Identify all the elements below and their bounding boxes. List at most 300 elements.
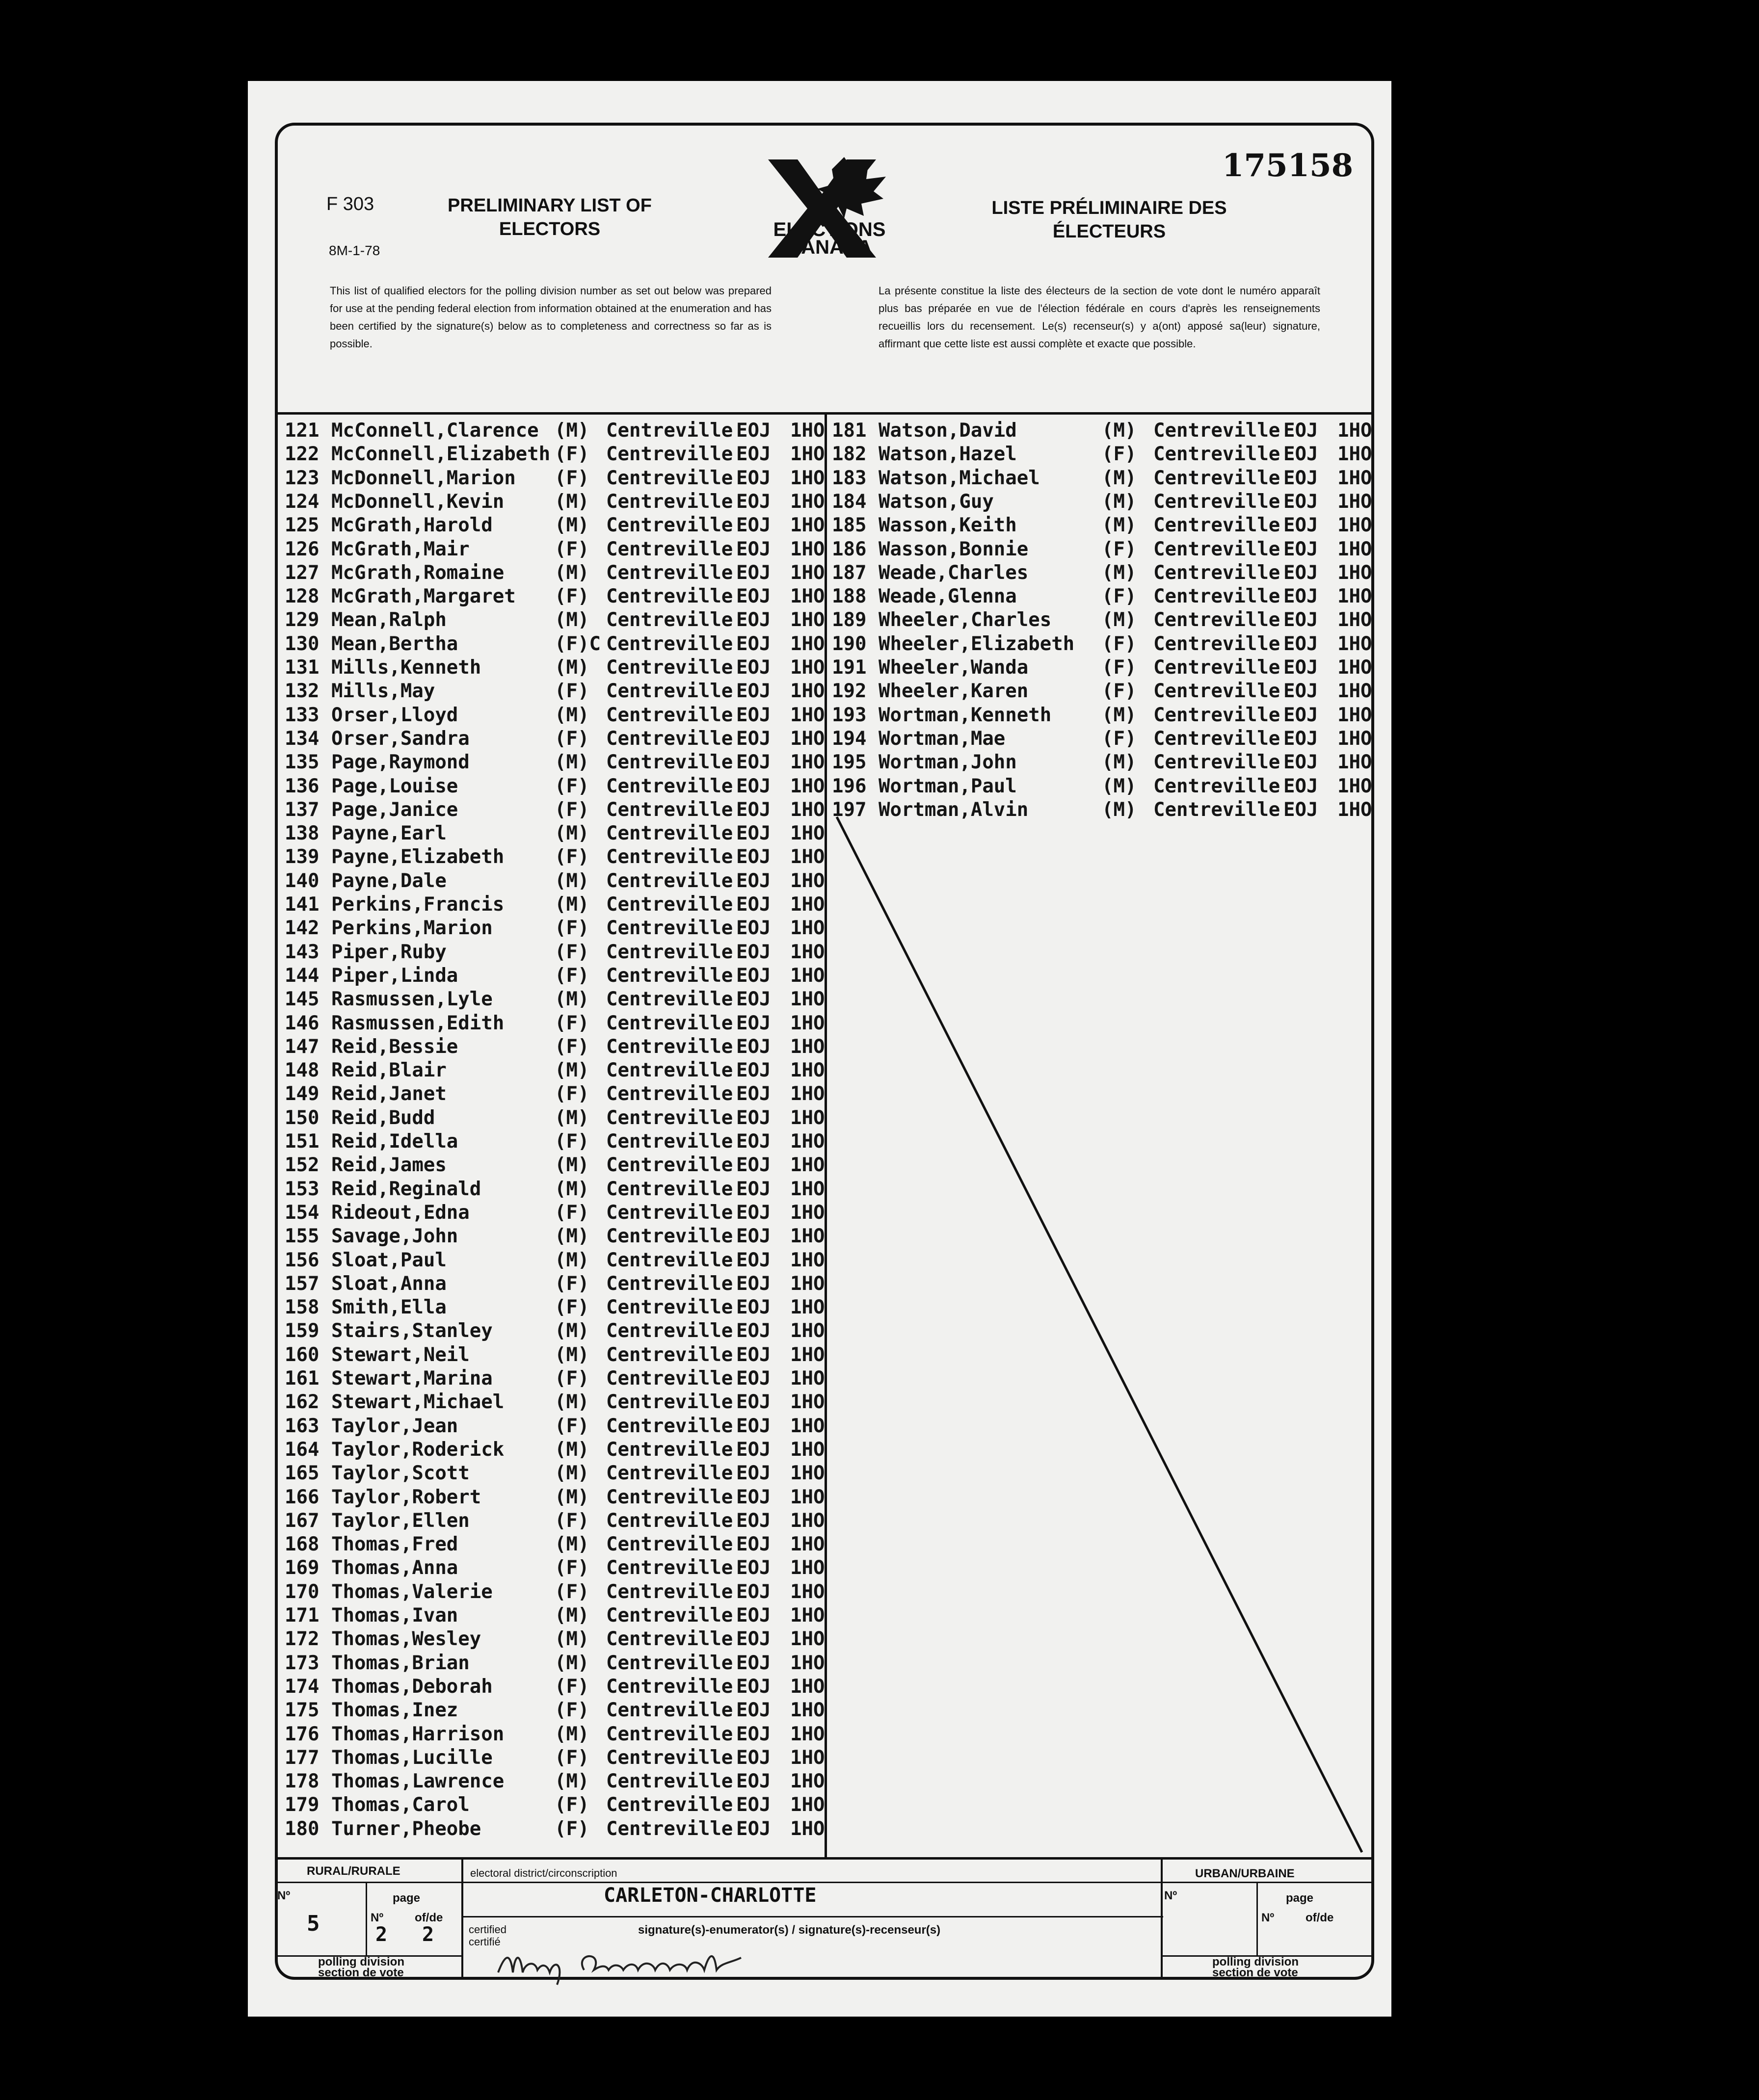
postal-code-1: EOJ xyxy=(736,1675,771,1698)
postal-code-1: EOJ xyxy=(736,1059,771,1082)
postal-code-2: 1HO xyxy=(1337,609,1372,631)
elector-sex: (M) xyxy=(555,1391,589,1414)
elector-sex: (F) xyxy=(555,1699,589,1722)
elector-town: Centreville xyxy=(606,1035,733,1058)
elector-number: 187 xyxy=(832,561,867,584)
elector-sex: (F) xyxy=(555,727,589,750)
elector-name: Reid,Bessie xyxy=(331,1035,458,1058)
elector-number: 157 xyxy=(285,1272,320,1295)
postal-code-2: 1HO xyxy=(790,1794,825,1816)
elector-name: Taylor,Robert xyxy=(331,1486,481,1508)
postal-code-2: 1HO xyxy=(790,1367,825,1390)
elector-name: Sloat,Anna xyxy=(331,1272,447,1295)
postal-code-2: 1HO xyxy=(1337,680,1372,703)
elector-sex: (M) xyxy=(555,1154,589,1177)
elector-name: McConnell,Clarence xyxy=(331,420,539,442)
elector-name: Reid,James xyxy=(331,1154,447,1177)
elector-town: Centreville xyxy=(606,1462,733,1485)
elector-sex: (M) xyxy=(555,1628,589,1651)
postal-code-2: 1HO xyxy=(790,1083,825,1105)
elector-town: Centreville xyxy=(606,1154,733,1177)
enumerator-signature xyxy=(496,1943,771,1987)
elector-name: Turner,Pheobe xyxy=(331,1817,481,1840)
footer-inner-line-2 xyxy=(461,1916,1163,1917)
elector-town: Centreville xyxy=(1153,561,1280,584)
elector-name: Smith,Ella xyxy=(331,1296,447,1319)
elector-sex: (F) xyxy=(555,1296,589,1319)
elector-number: 138 xyxy=(285,822,320,845)
elector-town: Centreville xyxy=(606,1083,733,1105)
elector-sex: (F) xyxy=(555,680,589,703)
urban-label: URBAN/URBAINE xyxy=(1195,1867,1295,1880)
footer-vline-rural-page xyxy=(366,1882,367,1955)
electors-right-column xyxy=(832,420,1372,861)
postal-code-1: EOJ xyxy=(736,585,771,608)
elector-name: Watson,David xyxy=(879,420,1017,442)
elector-sex: (F) xyxy=(555,1367,589,1390)
elector-sex: (F) xyxy=(555,1130,589,1153)
elector-name: Wortman,Alvin xyxy=(879,798,1029,821)
page-number: 2 xyxy=(375,1923,388,1946)
postal-code-1: EOJ xyxy=(736,514,771,537)
elector-sex: (M) xyxy=(1102,798,1137,821)
elector-town: Centreville xyxy=(606,1533,733,1556)
elector-name: Wasson,Keith xyxy=(879,514,1017,537)
postal-code-1: EOJ xyxy=(1283,585,1318,608)
elector-number: 159 xyxy=(285,1320,320,1342)
urban-page-no-label: Nº xyxy=(1261,1911,1275,1924)
form-date: 8M-1-78 xyxy=(329,243,380,258)
postal-code-1: EOJ xyxy=(736,1391,771,1414)
postal-code-2: 1HO xyxy=(790,1059,825,1082)
elector-town: Centreville xyxy=(606,1486,733,1508)
elector-town: Centreville xyxy=(606,467,733,489)
rural-page-of-label: of/de xyxy=(415,1911,443,1924)
postal-code-1: EOJ xyxy=(736,988,771,1011)
elector-sex: (F) xyxy=(555,538,589,560)
elector-number: 163 xyxy=(285,1415,320,1437)
elector-number: 128 xyxy=(285,585,320,608)
elector-sex: (M) xyxy=(1102,490,1137,513)
elector-name: McGrath,Harold xyxy=(331,514,493,537)
elector-town: Centreville xyxy=(1153,704,1280,726)
elector-town: Centreville xyxy=(606,1178,733,1200)
elector-name: Reid,Budd xyxy=(331,1106,435,1129)
intro-french: La présente constitue la liste des électeurs de la section de vote dont le numéro apparaît plus bas préparée en vue de l'élection fédérale en cours d'après les renseignements recueillis lors du recensement. Le(s) recenseur(s) y a(ont) apposé sa(leur) signature, affirmant que cette liste est aussi complète et exacte que possible. xyxy=(879,285,1320,350)
urban-page-of-label: of/de xyxy=(1306,1911,1334,1924)
postal-code-1: EOJ xyxy=(736,490,771,513)
elector-number: 179 xyxy=(285,1794,320,1816)
elector-number: 150 xyxy=(285,1106,320,1129)
postal-code-2: 1HO xyxy=(1337,443,1372,466)
postal-code-2: 1HO xyxy=(790,775,825,797)
postal-code-2: 1HO xyxy=(790,751,825,774)
elector-name: Reid,Reginald xyxy=(331,1178,481,1200)
elector-number: 140 xyxy=(285,869,320,892)
elector-name: Thomas,Brian xyxy=(331,1652,470,1674)
elector-sex: (F) xyxy=(555,1675,589,1698)
elector-sex: (M) xyxy=(555,822,589,845)
elector-sex: (F) xyxy=(1102,585,1137,608)
postal-code-1: EOJ xyxy=(736,632,771,655)
elector-name: McDonnell,Marion xyxy=(331,467,516,489)
elector-number: 125 xyxy=(285,514,320,537)
elector-town: Centreville xyxy=(606,917,733,940)
elector-town: Centreville xyxy=(1153,680,1280,703)
postal-code-2: 1HO xyxy=(790,1320,825,1342)
elector-number: 177 xyxy=(285,1746,320,1769)
elector-name: Piper,Linda xyxy=(331,964,458,987)
elector-number: 172 xyxy=(285,1628,320,1651)
rural-no-label: Nº xyxy=(277,1889,291,1902)
postal-code-2: 1HO xyxy=(1337,775,1372,797)
postal-code-1: EOJ xyxy=(736,1367,771,1390)
elector-town: Centreville xyxy=(606,514,733,537)
elector-town: Centreville xyxy=(606,1249,733,1271)
postal-code-1: EOJ xyxy=(736,1699,771,1722)
urban-page-label: page xyxy=(1286,1891,1314,1905)
elector-name: Reid,Blair xyxy=(331,1059,447,1082)
postal-code-1: EOJ xyxy=(736,1272,771,1295)
urban-no-label: Nº xyxy=(1164,1889,1177,1902)
elector-number: 162 xyxy=(285,1391,320,1414)
elector-town: Centreville xyxy=(1153,490,1280,513)
elector-name: Wheeler,Elizabeth xyxy=(879,632,1075,655)
postal-code-1: EOJ xyxy=(736,1438,771,1461)
postal-code-1: EOJ xyxy=(736,420,771,442)
elector-sex: (F) xyxy=(555,1272,589,1295)
elector-number: 133 xyxy=(285,704,320,726)
postal-code-2: 1HO xyxy=(790,1580,825,1603)
logo-text-line-1: ELECTIONS xyxy=(773,219,886,240)
elector-sex: (M) xyxy=(1102,420,1137,442)
elector-town: Centreville xyxy=(606,727,733,750)
elector-town: Centreville xyxy=(1153,420,1280,442)
elector-name: Thomas,Valerie xyxy=(331,1580,493,1603)
diagonal-strike-line xyxy=(834,814,1364,1855)
elector-sex: (M) xyxy=(555,1320,589,1342)
elector-sex: (F) xyxy=(555,964,589,987)
elector-sex: (F) xyxy=(555,1557,589,1579)
elector-name: Piper,Ruby xyxy=(331,941,447,963)
postal-code-2: 1HO xyxy=(790,1012,825,1034)
elector-sex: (F) xyxy=(555,1035,589,1058)
elector-name: Taylor,Roderick xyxy=(331,1438,505,1461)
elector-number: 164 xyxy=(285,1438,320,1461)
elector-number: 135 xyxy=(285,751,320,774)
elector-sex: (M) xyxy=(1102,751,1137,774)
elector-town: Centreville xyxy=(1153,443,1280,466)
elector-name: Thomas,Ivan xyxy=(331,1604,458,1627)
elector-name: McConnell,Elizabeth xyxy=(331,443,551,466)
elector-sex: (F) xyxy=(555,1201,589,1224)
postal-code-1: EOJ xyxy=(736,1225,771,1248)
elector-number: 136 xyxy=(285,775,320,797)
elector-town: Centreville xyxy=(606,1296,733,1319)
elector-town: Centreville xyxy=(606,1557,733,1579)
elector-town: Centreville xyxy=(606,1106,733,1129)
elector-number: 124 xyxy=(285,490,320,513)
elector-name: Page,Raymond xyxy=(331,751,470,774)
postal-code-1: EOJ xyxy=(736,1035,771,1058)
elector-number: 180 xyxy=(285,1817,320,1840)
footer-vline-rural xyxy=(461,1860,463,1977)
elector-number: 168 xyxy=(285,1533,320,1556)
postal-code-2: 1HO xyxy=(1337,632,1372,655)
elector-sex: (F) xyxy=(555,443,589,466)
rural-label: RURAL/RURALE xyxy=(307,1864,400,1878)
elector-sex: (M) xyxy=(555,893,589,916)
certified-en: certified xyxy=(469,1923,507,1936)
postal-code-1: EOJ xyxy=(736,1604,771,1627)
elector-number: 142 xyxy=(285,917,320,940)
rural-polling-en: polling division xyxy=(318,1955,404,1969)
postal-code-1: EOJ xyxy=(1283,467,1318,489)
elector-sex: (M) xyxy=(555,561,589,584)
elector-name: Thomas,Lucille xyxy=(331,1746,493,1769)
elector-sex: (M) xyxy=(555,1225,589,1248)
elector-name: Wheeler,Wanda xyxy=(879,656,1029,679)
postal-code-1: EOJ xyxy=(736,1770,771,1793)
postal-code-2: 1HO xyxy=(1337,538,1372,560)
elector-number: 166 xyxy=(285,1486,320,1508)
postal-code-1: EOJ xyxy=(736,1628,771,1651)
elector-town: Centreville xyxy=(606,1794,733,1816)
postal-code-1: EOJ xyxy=(736,1106,771,1129)
elector-sex: (F) xyxy=(555,1415,589,1437)
logo-text xyxy=(758,221,901,256)
elector-number: 173 xyxy=(285,1652,320,1674)
elector-town: Centreville xyxy=(606,1604,733,1627)
elector-name: Thomas,Lawrence xyxy=(331,1770,505,1793)
postal-code-1: EOJ xyxy=(736,1415,771,1437)
postal-code-1: EOJ xyxy=(736,941,771,963)
elector-sex: (M) xyxy=(555,1462,589,1485)
elector-name: Sloat,Paul xyxy=(331,1249,447,1271)
postal-code-2: 1HO xyxy=(790,1438,825,1461)
elector-town: Centreville xyxy=(606,1817,733,1840)
postal-code-1: EOJ xyxy=(736,751,771,774)
postal-code-2: 1HO xyxy=(790,1486,825,1508)
elector-name: McGrath,Mair xyxy=(331,538,470,560)
elector-number: 126 xyxy=(285,538,320,560)
postal-code-2: 1HO xyxy=(790,941,825,963)
elector-name: Wheeler,Karen xyxy=(879,680,1029,703)
elector-name: Payne,Dale xyxy=(331,869,447,892)
postal-code-1: EOJ xyxy=(736,1817,771,1840)
electors-left-column xyxy=(285,420,825,1852)
postal-code-1: EOJ xyxy=(1283,538,1318,560)
elector-name: Weade,Glenna xyxy=(879,585,1017,608)
elector-sex: (M) xyxy=(555,1723,589,1745)
elector-number: 155 xyxy=(285,1225,320,1248)
elector-town: Centreville xyxy=(606,632,733,655)
elector-town: Centreville xyxy=(606,1012,733,1034)
elector-name: Thomas,Harrison xyxy=(331,1723,505,1745)
elector-sex: (M) xyxy=(555,609,589,631)
postal-code-2: 1HO xyxy=(790,704,825,726)
elector-sex: (M) xyxy=(1102,514,1137,537)
elector-sex: (F) xyxy=(1102,632,1137,655)
elector-sex: (M) xyxy=(555,1343,589,1366)
elector-number: 160 xyxy=(285,1343,320,1366)
elector-name: Thomas,Inez xyxy=(331,1699,458,1722)
postal-code-2: 1HO xyxy=(790,1652,825,1674)
elector-town: Centreville xyxy=(606,1130,733,1153)
elector-town: Centreville xyxy=(1153,727,1280,750)
elector-sex: (M) xyxy=(555,1652,589,1674)
elector-name: Taylor,Jean xyxy=(331,1415,458,1437)
postal-code-1: EOJ xyxy=(1283,420,1318,442)
elector-sex: (M) xyxy=(555,1604,589,1627)
elector-name: Mean,Bertha xyxy=(331,632,458,655)
elector-town: Centreville xyxy=(606,1652,733,1674)
logo-text-line-2: CANADA xyxy=(787,236,872,258)
elector-name: Page,Janice xyxy=(331,798,458,821)
elector-number: 171 xyxy=(285,1604,320,1627)
elector-number: 188 xyxy=(832,585,867,608)
postal-code-2: 1HO xyxy=(1337,727,1372,750)
postal-code-1: EOJ xyxy=(736,1130,771,1153)
elector-town: Centreville xyxy=(606,561,733,584)
elector-number: 145 xyxy=(285,988,320,1011)
elector-name: Watson,Michael xyxy=(879,467,1040,489)
postal-code-2: 1HO xyxy=(1337,514,1372,537)
elector-number: 121 xyxy=(285,420,320,442)
elector-name: Wheeler,Charles xyxy=(879,609,1052,631)
elector-name: Perkins,Marion xyxy=(331,917,493,940)
postal-code-1: EOJ xyxy=(736,443,771,466)
elector-name: McDonnell,Kevin xyxy=(331,490,505,513)
postal-code-1: EOJ xyxy=(736,727,771,750)
elector-town: Centreville xyxy=(606,1675,733,1698)
elector-sex: (F) xyxy=(555,1509,589,1532)
postal-code-1: EOJ xyxy=(736,704,771,726)
elector-town: Centreville xyxy=(606,490,733,513)
postal-code-2: 1HO xyxy=(1337,467,1372,489)
postal-code-2: 1HO xyxy=(790,420,825,442)
urban-polling-fr: section de vote xyxy=(1212,1966,1298,1979)
postal-code-1: EOJ xyxy=(736,775,771,797)
elector-name: Weade,Charles xyxy=(879,561,1029,584)
elector-name: Payne,Elizabeth xyxy=(331,846,505,868)
postal-code-2: 1HO xyxy=(790,1225,825,1248)
postal-code-2: 1HO xyxy=(790,1201,825,1224)
postal-code-1: EOJ xyxy=(736,1296,771,1319)
postal-code-2: 1HO xyxy=(1337,656,1372,679)
elector-sex: (M) xyxy=(555,1770,589,1793)
elector-sex: (F) xyxy=(555,775,589,797)
postal-code-1: EOJ xyxy=(1283,727,1318,750)
postal-code-2: 1HO xyxy=(1337,751,1372,774)
postal-code-2: 1HO xyxy=(790,609,825,631)
elector-sex: (F) xyxy=(555,941,589,963)
elector-sex: (F) xyxy=(1102,656,1137,679)
elector-town: Centreville xyxy=(606,1580,733,1603)
elector-sex: (F) xyxy=(1102,727,1137,750)
rural-page-no-label: Nº xyxy=(371,1911,384,1924)
elector-town: Centreville xyxy=(606,1343,733,1366)
elector-name: Reid,Idella xyxy=(331,1130,458,1153)
postal-code-2: 1HO xyxy=(790,467,825,489)
rural-polling-fr: section de vote xyxy=(318,1966,404,1979)
postal-code-2: 1HO xyxy=(790,1035,825,1058)
postal-code-1: EOJ xyxy=(736,1746,771,1769)
postal-code-2: 1HO xyxy=(790,1272,825,1295)
elector-town: Centreville xyxy=(606,1201,733,1224)
postal-code-1: EOJ xyxy=(736,822,771,845)
elector-town: Centreville xyxy=(606,1391,733,1414)
elector-number: 127 xyxy=(285,561,320,584)
elector-sex: (M) xyxy=(555,988,589,1011)
postal-code-2: 1HO xyxy=(790,1509,825,1532)
postal-code-1: EOJ xyxy=(1283,775,1318,797)
elector-number: 184 xyxy=(832,490,867,513)
postal-code-2: 1HO xyxy=(790,893,825,916)
postal-code-2: 1HO xyxy=(790,1130,825,1153)
elector-number: 151 xyxy=(285,1130,320,1153)
postal-code-1: EOJ xyxy=(736,1154,771,1177)
elector-sex: (M) xyxy=(555,490,589,513)
elector-number: 190 xyxy=(832,632,867,655)
elector-name: Thomas,Anna xyxy=(331,1557,458,1579)
postal-code-2: 1HO xyxy=(1337,561,1372,584)
certified-fr: certifié xyxy=(469,1936,501,1948)
postal-code-2: 1HO xyxy=(790,514,825,537)
elector-sex: (M) xyxy=(555,869,589,892)
elector-town: Centreville xyxy=(1153,467,1280,489)
elector-name: Thomas,Carol xyxy=(331,1794,470,1816)
elector-town: Centreville xyxy=(606,893,733,916)
elector-name: Mills,May xyxy=(331,680,435,703)
elector-name: Thomas,Fred xyxy=(331,1533,458,1556)
title-french-line-1: LISTE PRÉLIMINAIRE DES xyxy=(991,198,1227,218)
elector-sex: (F) xyxy=(555,1580,589,1603)
postal-code-2: 1HO xyxy=(790,1178,825,1200)
elector-town: Centreville xyxy=(606,988,733,1011)
elector-name: Mean,Ralph xyxy=(331,609,447,631)
postal-code-1: EOJ xyxy=(736,1723,771,1745)
elector-name: Page,Louise xyxy=(331,775,458,797)
elector-number: 195 xyxy=(832,751,867,774)
elector-town: Centreville xyxy=(1153,775,1280,797)
postal-code-1: EOJ xyxy=(736,964,771,987)
elector-number: 149 xyxy=(285,1083,320,1105)
elector-name: Payne,Earl xyxy=(331,822,447,845)
elector-sex: (F) xyxy=(1102,538,1137,560)
elector-town: Centreville xyxy=(606,1225,733,1248)
elector-town: Centreville xyxy=(606,443,733,466)
elector-name: Reid,Janet xyxy=(331,1083,447,1105)
elector-town: Centreville xyxy=(606,704,733,726)
postal-code-1: EOJ xyxy=(736,1486,771,1508)
elector-sex: (M) xyxy=(1102,467,1137,489)
polling-number: 5 xyxy=(307,1911,320,1936)
postal-code-1: EOJ xyxy=(1283,751,1318,774)
elector-number: 122 xyxy=(285,443,320,466)
elector-town: Centreville xyxy=(606,1723,733,1745)
postal-code-2: 1HO xyxy=(790,1770,825,1793)
elector-town: Centreville xyxy=(606,420,733,442)
elector-number: 170 xyxy=(285,1580,320,1603)
elector-number: 158 xyxy=(285,1296,320,1319)
postal-code-2: 1HO xyxy=(790,656,825,679)
postal-code-1: EOJ xyxy=(736,538,771,560)
postal-code-2: 1HO xyxy=(1337,798,1372,821)
elector-number: 146 xyxy=(285,1012,320,1034)
elector-sex: (F) xyxy=(1102,680,1137,703)
postal-code-1: EOJ xyxy=(1283,704,1318,726)
